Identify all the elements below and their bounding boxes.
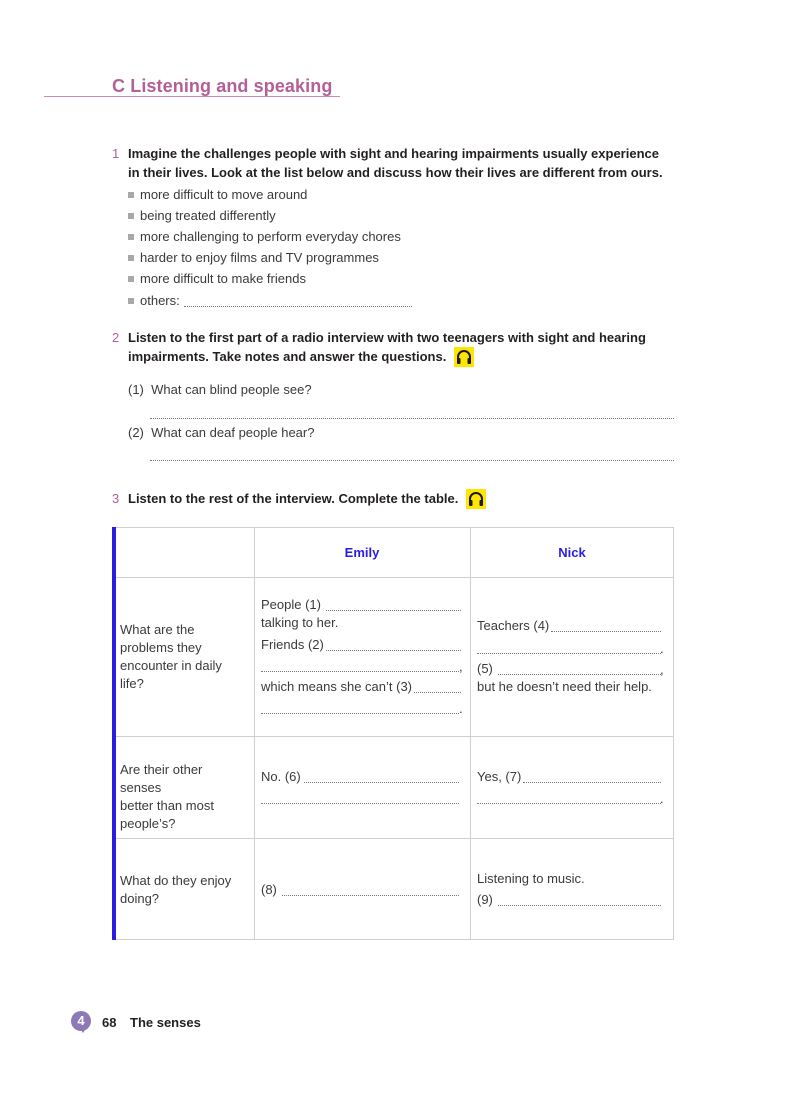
answer-blank-4-cont[interactable] <box>477 653 661 654</box>
sub-question-2 <box>128 425 314 440</box>
unit-badge: 4 <box>71 1011 91 1031</box>
list-item: harder to enjoy films and TV programmes <box>128 248 412 269</box>
question-1-list <box>128 184 412 311</box>
emily-row-1-b: talking to her. <box>261 615 339 630</box>
nick-row-1-a: Teachers (4) <box>477 618 550 633</box>
list-item: more difficult to move around <box>128 184 412 205</box>
page-number: 68 <box>102 1015 117 1030</box>
row-3-question: What do they enjoy doing? <box>120 873 232 906</box>
answer-blank-5[interactable] <box>498 674 661 675</box>
nick-row-3-b: (9) <box>477 892 493 907</box>
nick-row-3-a: Listening to music. <box>477 871 585 886</box>
list-item: being treated differently <box>128 205 412 226</box>
question-1-text <box>128 144 688 182</box>
question-2-text <box>128 328 688 368</box>
answer-blank-1[interactable] <box>326 610 461 611</box>
table-divider <box>116 736 674 737</box>
answer-blank-6-cont[interactable] <box>261 803 459 804</box>
bullet-square-icon <box>128 213 134 219</box>
bullet-square-icon <box>128 255 134 261</box>
row-1-question: What are the problems they encounter in daily life? <box>120 622 222 691</box>
sub-question-2-label: (2) <box>128 425 144 440</box>
unit-title: The senses <box>130 1015 201 1030</box>
sub-question-1-text: What can blind people see? <box>151 382 312 397</box>
answer-blank-8[interactable] <box>282 895 459 896</box>
emily-row-1-c: Friends (2) <box>261 637 324 652</box>
sub-question-1-label: (1) <box>128 382 144 397</box>
section-title <box>112 76 332 97</box>
answer-blank-9[interactable] <box>498 905 661 906</box>
answer-blank-4[interactable] <box>551 631 661 632</box>
list-item: others: <box>128 290 412 311</box>
question-1-line-1: Imagine the challenges people with sight and hearing impairments usually experience <box>128 146 659 161</box>
question-3-number: 3 <box>112 491 120 506</box>
section-letter: C <box>112 76 126 96</box>
list-item: more challenging to perform everyday chores <box>128 226 412 247</box>
emily-row-2-a: No. (6) <box>261 769 301 784</box>
question-3-text: Listen to the rest of the interview. Complete the table. <box>128 489 688 510</box>
answer-blank-7[interactable] <box>523 782 661 783</box>
question-1-line-2: in their lives. Look at the list below and discuss how their lives are different from ours. <box>128 165 663 180</box>
sub-question-2-text: What can deaf people hear? <box>151 425 315 440</box>
emily-row-3-a: (8) <box>261 882 277 897</box>
others-answer-line[interactable] <box>184 294 412 307</box>
emily-row-1-a: People (1) <box>261 597 321 612</box>
bullet-square-icon <box>128 298 134 304</box>
table-divider <box>254 527 255 940</box>
bullet-square-icon <box>128 234 134 240</box>
unit-badge-tail <box>79 1027 87 1033</box>
table-header-emily: Emily <box>344 545 380 560</box>
section-divider <box>44 96 340 97</box>
sub-question-1-answer-line[interactable] <box>150 418 674 419</box>
question-2-line-1: Listen to the first part of a radio interview with two teenagers with sight and hearing <box>128 330 646 345</box>
list-item: more difficult to make friends <box>128 269 412 290</box>
nick-row-1-b: (5) <box>477 661 493 676</box>
nick-row-2-a: Yes, (7) <box>477 769 522 784</box>
table-divider <box>116 838 674 839</box>
section-name: Listening and speaking <box>130 76 333 96</box>
answer-blank-3[interactable] <box>414 692 461 693</box>
nick-row-1-c: but he doesn’t need their help. <box>477 679 652 694</box>
answer-blank-2[interactable] <box>326 650 461 651</box>
question-2-number: 2 <box>112 330 120 345</box>
headphones-icon[interactable] <box>454 347 474 367</box>
table-divider <box>116 577 674 578</box>
table-header-nick: Nick <box>558 545 586 560</box>
answer-blank-2-cont[interactable] <box>261 671 459 672</box>
emily-row-1-d: which means she can’t (3) <box>261 679 413 694</box>
question-1-number: 1 <box>112 146 120 161</box>
bullet-square-icon <box>128 192 134 198</box>
row-2-question: Are their other senses better than most people’s? <box>120 762 214 831</box>
bullet-square-icon <box>128 276 134 282</box>
answer-blank-3-cont[interactable] <box>261 713 459 714</box>
answer-blank-7-cont[interactable] <box>477 803 661 804</box>
question-2-line-2: impairments. Take notes and answer the questions. <box>128 349 447 364</box>
headphones-icon[interactable] <box>466 489 486 509</box>
sub-question-1 <box>128 382 312 397</box>
table-divider <box>470 527 471 940</box>
sub-question-2-answer-line[interactable] <box>150 460 674 461</box>
table-accent-bar <box>112 527 116 940</box>
answer-blank-6[interactable] <box>304 782 459 783</box>
